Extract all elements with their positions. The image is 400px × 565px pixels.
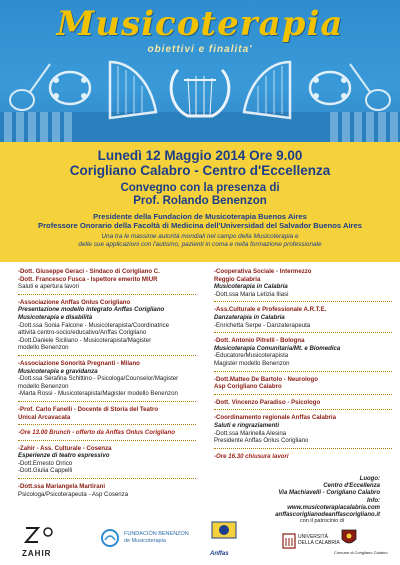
program-right-entry [214,306,392,333]
program-right-entry [214,337,392,371]
program-left-entry-line: attività centro-socio/educativo/Anffas Corigliano [18,329,147,337]
program-right-entry-line: -Dott.Matteo De Bartolo - Neurologo [214,375,318,383]
program-left-entry-line: -Dott.ssa Serafina Schittino - Psicologa/Counselor/Magister [18,375,179,383]
program-right-entry-line: Magister modello Benenzon [214,359,290,367]
program-left-entry-line: modello Benenzon [18,382,69,390]
benenzon-name: FUNDACIÓN BENENZON [124,531,189,537]
program-right-entry-line: Asp Corigliano Calabro [214,383,282,391]
program-left-entry-line: -Associazione Anffas Onlus Corigliano [18,298,131,306]
info-url[interactable]: www.musicoterapiacalabria.com [287,504,380,511]
info-email[interactable]: anffascoriglianodeanffascorigliano.it [275,512,380,519]
event-banner [0,142,400,262]
program-left-entry-line: Presentazione modello integrato Anffas Corigliano [18,306,165,314]
program-right-entry-line: -Dott.ssa Marinella Alesina [214,429,287,437]
anffas-logo [210,520,238,557]
program-left-entry-line: -Dott. Francesco Fusca - Ispettore emerito MIUR [18,275,158,283]
event-place: Corigliano Calabro - Centro d'Eccellenza [69,163,331,178]
program-left-entry [18,360,196,402]
venue-info [180,476,380,519]
program-right-entry [214,453,392,464]
poster-subtitle: obiettivi e finalita' [147,44,253,55]
harp-icon [110,62,156,118]
unical-name-1: UNIVERSITÀ [298,534,329,540]
program-left-entry [18,483,196,501]
speaker-about-2: delle sue applicazioni con l'autismo, pazienti in coma e nella formazione professionale [78,241,322,249]
program-left-entry [18,445,196,479]
program-left-entry [18,268,196,295]
speaker-about-1: Una tra le massime autorità mondiali nel campo della Musicoterapia e [101,233,299,241]
program-left-entry-line: Psicologa/Psicoterapeuta - Asp Cosenza [18,490,129,498]
program-right-entry-line: -Coordinamento regionale Anffas Calabria [214,414,337,422]
program-right-entry [214,376,392,395]
program-left-entry [18,406,196,425]
lyre-icon [171,70,229,116]
drum-icon [50,72,90,104]
anffas-logo-icon [210,520,238,546]
drum-icon [310,72,350,104]
info-label: Info: [367,497,380,504]
program-right-entry-line: Musicoterapia Comunitaria/Mt. e Biomedica [214,344,341,352]
benenzon-sub: de Musicoterapia [124,537,166,544]
program-left-entry-line: -Dott.Ernesto Orrico [18,459,73,467]
program-left-entry-line: -Dott. Giuseppe Geraci - Sindaco di Corigliano C. [18,268,160,275]
program-right-entry-line: -Dott. Vincenzo Paradiso - Psicologo [214,398,321,406]
venue-name: Centro d'Eccellenza [323,483,380,490]
program-left-entry-line: -Dott.ssa Sonia Falcone - Musicoterapista/Coordinatrice [18,321,170,329]
header-banner [0,0,400,142]
program-left-entry [18,429,196,441]
program-left-entry-line: -Dott.ssa Mariangela Martirani [18,483,106,491]
program-left-entry-line: Unical Arcavacata [18,413,71,421]
program-left-entry-line: modello Benenzon [18,344,69,352]
program-left-entry-line: -Dott.Daniele Siciliano - Musicoterapista/Magister [18,336,152,344]
program-right-column [214,268,392,467]
program-right-entry [214,399,392,411]
venue-label: Luogo: [359,476,380,482]
crest-icon [340,528,358,548]
program-left-entry-line: -Dott.Giulia Cappelli [18,467,73,475]
venue-address: Via Machiavelli - Corigliano Calabro [278,490,380,497]
program-left-entry-line: -Zahir - Ass. Culturale - Cosenza [18,444,112,452]
program-right-entry [214,268,392,302]
program-left-entry-line: -Ore 13.00 Brunch - offerto da Anffas Onlus Corigliano [18,429,175,437]
program-right-entry-line: Danzaterapia in Calabria [214,313,285,321]
program-right-entry-line: -Enrichetta Serpe - Danzaterapeuta [214,321,311,329]
anffas-text: Anffas [210,551,229,557]
patrocinio-label: con il patrocinio di [300,518,345,524]
program-left-entry-line: -Prof. Carlo Fanelli - Docente di Storia del Teatro [18,405,159,413]
convegno-line-1: Convegno con la presenza di [120,182,280,194]
program-right-entry-line: -Educatore/Musicoterapista [214,352,289,360]
unical-logo [282,532,340,555]
program-left-entry-line: -Associazione Sonorità Pregnanti - Milano [18,359,140,367]
zahir-logo [22,524,62,558]
program-right-entry-line: -Dott. Antonio Pitrelli - Bologna [214,337,305,345]
zahir-logo-icon [22,524,62,544]
unical-logo-icon [282,532,296,550]
harp-icon [244,62,290,118]
sponsor-footer [0,518,400,565]
program-right-entry-line: -Cooperativa Sociale - Intermezzo [214,268,312,275]
program-right-entry-line: Saluti e ringraziamenti [214,421,280,429]
poster-title: Musicoterapia [56,4,344,44]
comune-logo [334,528,388,555]
convegno-speaker: Prof. Rolando Benenzon [133,195,267,207]
program-right-entry-line: Musicoterapia in Calabria [214,283,288,291]
benenzon-logo [100,528,189,553]
program-left-entry-line: Musicoterapia e gravidanza [18,367,98,375]
program-left-entry [18,299,196,356]
program-right-entry-line: -Ore 16.30 chiusura lavori [214,452,289,460]
program-left-entry-line: -Marta Rossi - Musicoterapista/Magister modello Benenzon [18,390,178,398]
program-left-entry-line: Musicoterapia e disabilità [18,313,93,321]
comune-name: Comune di Corigliano Calabro [334,550,388,555]
speaker-role-1: Presidente della Fundacion de Musicoterapia Buenos Aires [93,212,307,221]
program-left-column [18,268,196,505]
zahir-logo-text: ZAHIR [22,549,52,558]
program-right-entry-line: Presidente Anffas Onlus Corigliano [214,437,309,445]
program-left-entry-line: Saluti e apertura lavori [18,283,79,291]
program-right-entry-line: -Ass.Culturale e Professionale A.R.T.E. [214,306,327,314]
program-right-entry-line: -Dott.ssa Maria Letizia Iliasi [214,290,289,298]
program-right-entry [214,414,392,448]
event-date: Lunedì 12 Maggio 2014 Ore 9.00 [97,148,303,163]
program-left-entry-line: Esperienze di teatro espressivo [18,452,110,460]
benenzon-logo-icon [100,528,120,548]
speaker-role-2: Professore Onorario della Facoltà di Medicina dell'Universidad del Salvador Buenos Aires [38,221,362,231]
program-right-entry-line: Reggio Calabria [214,275,261,283]
unical-name-2: DELLA CALABRIA [298,540,340,546]
